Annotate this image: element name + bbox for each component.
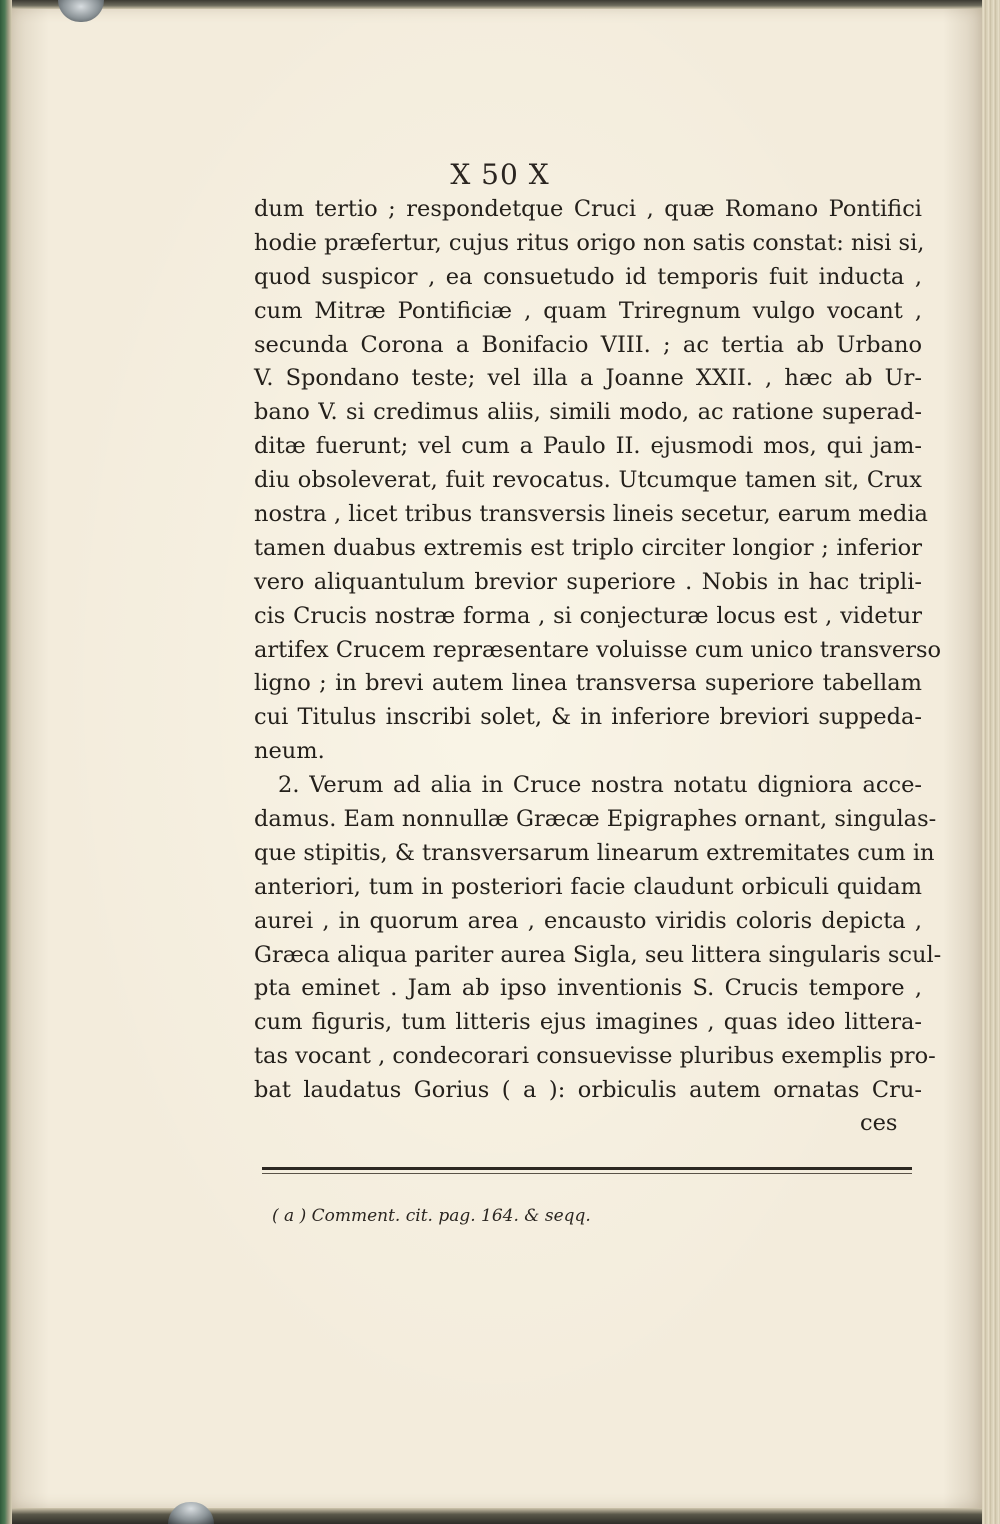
text-line: secunda Corona a Bonifacio VIII. ; ac tertia ab Urbano	[254, 331, 922, 358]
text-line: Græca aliqua pariter aurea Sigla, seu littera singularis scul-	[254, 941, 942, 968]
text-line: ditæ fuerunt; vel cum a Paulo II. ejusmodi mos, qui jam-	[254, 433, 922, 460]
text-line: artifex Crucem repræsentare voluisse cum unico transverso	[254, 636, 942, 663]
text-line: dum tertio ; respondetque Cruci , quæ Romano Pontifici	[254, 196, 922, 222]
text-line: tas vocant , condecorari consuevisse pluribus exemplis pro-	[254, 1043, 936, 1070]
text-line: diu obsoleverat, fuit revocatus. Utcumque tamen sit, Crux	[254, 467, 922, 494]
text-line: bano V. si credimus aliis, simili modo, ac ratione superad-	[254, 399, 922, 426]
page-bottom-edge	[0, 1508, 1000, 1524]
catchword: ces	[860, 1110, 898, 1136]
text-line: que stipitis, & transversarum linearum extremitates cum in	[254, 839, 935, 866]
text-line: cum figuris, tum litteris ejus imagines , quas ideo littera-	[254, 1009, 922, 1036]
footnote: ( a ) Comment. cit. pag. 164. & seqq.	[272, 1206, 591, 1226]
text-line: cum Mitræ Pontificiæ , quam Triregnum vulgo vocant ,	[254, 297, 922, 324]
text-line: tamen duabus extremis est triplo circiter longior ; inferior	[254, 534, 922, 561]
page-number-header: X 50 X	[450, 158, 550, 191]
text-line: nostra , licet tribus transversis lineis secetur, earum media	[254, 501, 928, 528]
text-line: 2. Verum ad alia in Cruce nostra notatu digniora acce-	[278, 772, 922, 799]
page-stack-right	[982, 0, 1000, 1524]
text-line: hodie præfertur, cujus ritus origo non satis constat: nisi si,	[254, 229, 925, 256]
text-line: anteriori, tum in posteriori facie claudunt orbiculi quidam	[254, 873, 922, 900]
text-line: cis Crucis nostræ forma , si conjecturæ locus est , videtur	[254, 602, 922, 629]
book-binding-left	[0, 0, 12, 1524]
footnote-rule	[262, 1167, 912, 1170]
text-line: quod suspicor , ea consuetudo id temporis fuit inducta ,	[254, 263, 922, 290]
text-line: pta eminet . Jam ab ipso inventionis S. Crucis tempore ,	[254, 975, 922, 1002]
text-line: neum.	[254, 738, 325, 765]
page-top-edge	[0, 0, 1000, 9]
text-line: bat laudatus Gorius ( a ): orbiculis autem ornatas Cru-	[254, 1077, 922, 1104]
text-line: V. Spondano teste; vel illa a Joanne XXII. , hæc ab Ur-	[254, 365, 922, 392]
text-line: damus. Eam nonnullæ Græcæ Epigraphes ornant, singulas-	[254, 806, 937, 833]
text-line: cui Titulus inscribi solet, & in inferiore breviori suppeda-	[254, 704, 922, 731]
body-text	[254, 193, 942, 1108]
text-line: aurei , in quorum area , encausto viridis coloris depicta ,	[254, 907, 922, 934]
text-line: vero aliquantulum brevior superiore . Nobis in hac tripli-	[254, 568, 922, 595]
text-line: ligno ; in brevi autem linea transversa superiore tabellam	[254, 670, 922, 697]
footnote-rule-thin	[262, 1173, 912, 1174]
